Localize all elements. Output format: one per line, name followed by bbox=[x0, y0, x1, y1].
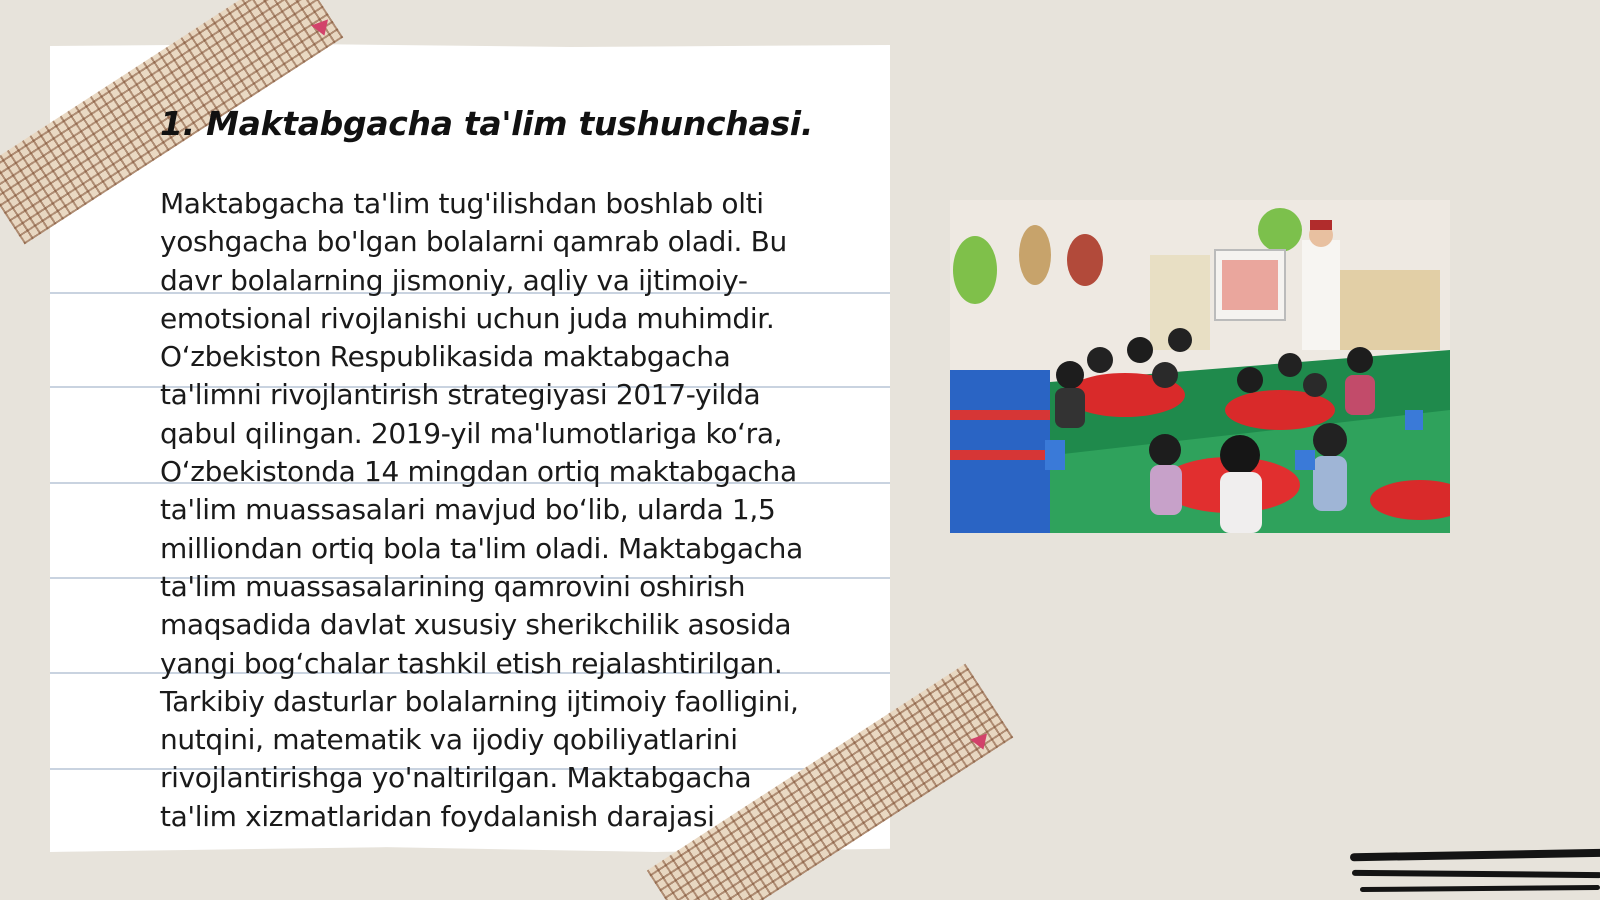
brush-stroke bbox=[1350, 849, 1600, 862]
classroom-photo bbox=[950, 200, 1450, 533]
brush-stroke bbox=[1352, 870, 1600, 878]
brush-stroke bbox=[1360, 885, 1600, 892]
slide-title: 1. Maktabgacha ta'lim tushunchasi. bbox=[160, 104, 814, 143]
slide-body-text: Maktabgacha ta'lim tug'ilishdan boshlab olti yoshgacha bo'lgan bolalarni qamrab oladi. Bu davr bolalarning jismoniy, aqliy va ijtimoiy-emotsional rivojlanishi uchun juda muhimdir. Oʻzbekiston Respublikasida maktabgacha ta'limni rivojlantirish strategiyasi 2017-yilda qabul qilingan. 2019-yil ma'lumotlariga koʻra, Oʻzbekistonda 14 mingdan ortiq maktabgacha ta'lim muassasalari mavjud boʻlib, ularda 1,5 milliondan ortiq bola ta'lim oladi. Maktabgacha ta'lim muassasalarining qamrovini oshirish maqsadida davlat xususiy sherikchilik asosida yangi bogʻchalar tashkil etish rejalashtirilgan. Tarkibiy dasturlar bolalarning ijtimoiy faolligini, nutqini, matematik va ijodiy qobiliyatlarini rivojlantirishga yo'naltirilgan. Maktabgacha ta'lim xizmatlaridan foydalanish darajasi bbox=[160, 187, 803, 833]
classroom-photo-illustration bbox=[950, 200, 1450, 533]
